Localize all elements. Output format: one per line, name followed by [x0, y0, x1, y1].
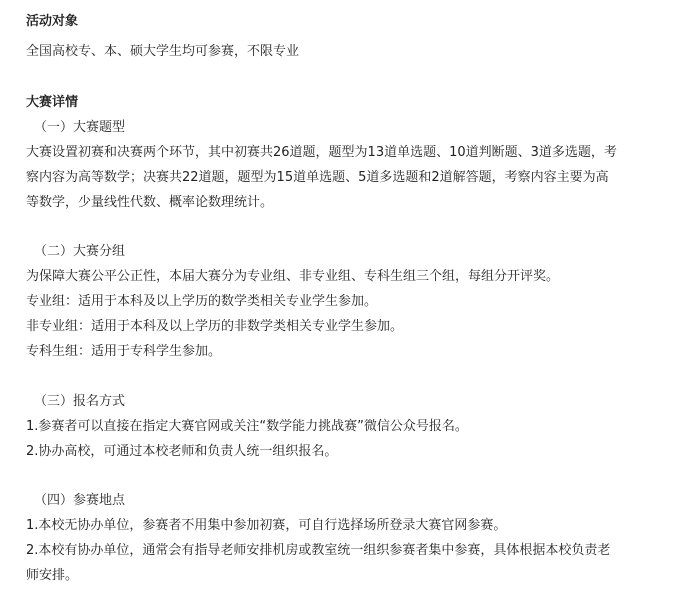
venue-line-3: 师安排。	[26, 568, 79, 583]
signup-heading: （三）报名方式	[34, 394, 126, 409]
groups-line-2: 专业组：适用于本科及以上学历的数学类相关专业学生参加。	[26, 294, 378, 309]
venue-line-1: 1.本校无协办单位，参赛者不用集中参加初赛，可自行选择场所登录大赛官网参赛。	[26, 518, 507, 533]
activity-text: 全国高校专、本、硕大学生均可参赛，不限专业	[26, 44, 300, 59]
details-heading: 大赛详情	[26, 95, 79, 110]
type-line-2: 察内容为高等数学；决赛共22道题，题型为15道单选题、5道多选题和2道解答题，考察内容主要为高	[26, 170, 609, 185]
type-line-1: 大赛设置初赛和决赛两个环节，其中初赛共26道题，题型为13道单选题、10道判断题、3道多选题，考	[26, 145, 617, 160]
type-line-3: 等数学，少量线性代数、概率论数理统计。	[26, 195, 274, 210]
venue-line-2: 2.本校有协办单位，通常会有指导老师安排机房或教室统一组织参赛者集中参赛，具体根据本校负责老	[26, 543, 611, 558]
venue-heading: （四）参赛地点	[34, 493, 126, 508]
groups-line-4: 专科生组：适用于专科学生参加。	[26, 344, 222, 359]
type-heading: （一）大赛题型	[34, 120, 126, 135]
groups-line-1: 为保障大赛公平公正性，本届大赛分为专业组、非专业组、专科生组三个组，每组分开评奖。	[26, 269, 560, 284]
signup-line-2: 2.协办高校，可通过本校老师和负责人统一组织报名。	[26, 444, 338, 459]
signup-line-1: 1.参赛者可以直接在指定大赛官网或关注“数学能力挑战赛”微信公众号报名。	[26, 419, 468, 434]
activity-heading: 活动对象	[26, 14, 79, 29]
groups-line-3: 非专业组：适用于本科及以上学历的非数学类相关专业学生参加。	[26, 319, 404, 334]
groups-heading: （二）大赛分组	[34, 244, 126, 259]
